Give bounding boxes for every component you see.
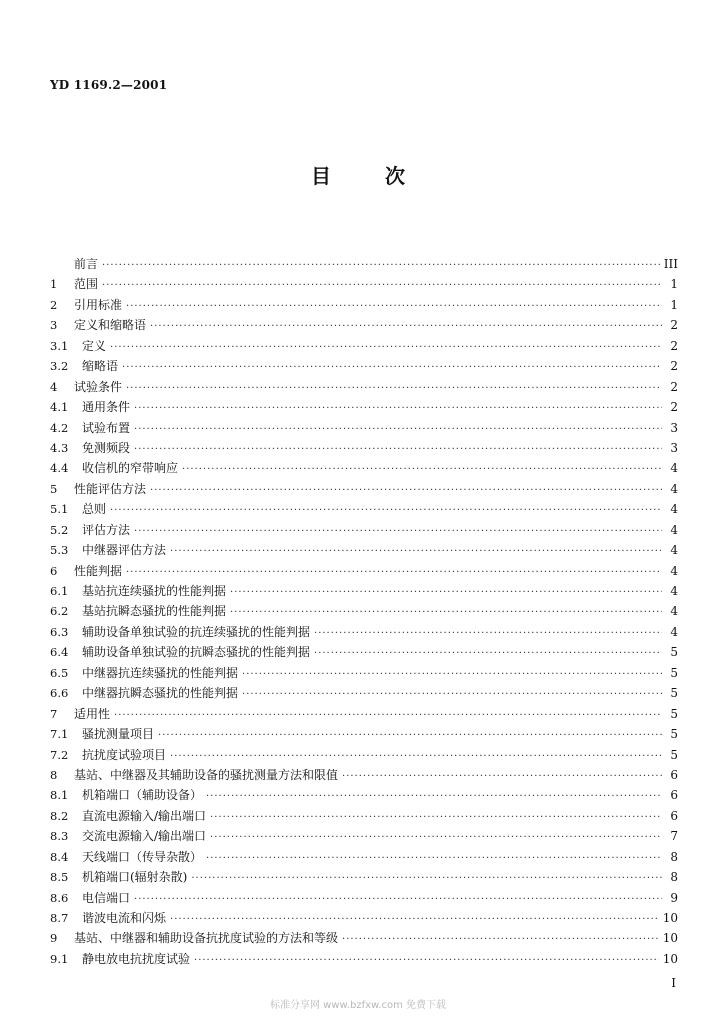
toc-entry-page: 4 [670,502,678,517]
toc-entry[interactable] [50,704,678,724]
toc-entry-number: 3.2 [50,359,69,374]
toc-entry-label: 基站抗瞬态骚扰的性能判据 [82,604,227,619]
toc-entry[interactable] [50,377,678,397]
toc-entry-page: 10 [662,931,678,946]
toc-entry-label: 天线端口（传导杂散） [82,849,203,864]
toc-entry-number: 6.2 [50,604,69,619]
toc-entry-label: 中继器抗连续骚扰的性能判据 [82,665,239,680]
toc-dot-leader [194,951,659,971]
toc-entry-page: III [663,257,678,271]
toc-entry-number: 6.4 [50,645,69,660]
toc-entry-label: 辅助设备单独试验的抗连续骚扰的性能判据 [82,624,311,639]
toc-entry-page: 4 [670,563,678,578]
toc-entry-page: 3 [670,420,678,435]
toc-entry-page: 1 [670,297,678,312]
toc-entry-page: 4 [670,543,678,558]
toc-entry-page: 4 [670,624,678,639]
toc-entry-number: 9.1 [50,951,69,966]
toc-entry-label: 性能评估方法 [74,481,147,496]
toc-entry[interactable] [50,908,678,928]
toc-entry-number: 8.3 [50,829,69,844]
toc-dot-leader [170,542,662,562]
toc-entry-number: 8.6 [50,890,69,905]
page-number: I [671,976,676,990]
toc-dot-leader [110,338,662,358]
toc-entry-label: 免测频段 [82,440,131,455]
toc-entry[interactable] [50,520,678,540]
toc-entry-number: 2 [50,297,58,312]
toc-dot-leader [342,767,662,787]
toc-dot-leader [122,358,662,378]
watermark: 标准分享网 www.bzfxw.com 免费下载 [270,1000,446,1011]
toc-entry-page: 5 [670,686,678,701]
toc-entry[interactable] [50,581,678,601]
toc-entry-label: 缩略语 [82,359,119,374]
toc-entry-number: 6 [50,563,58,578]
toc-entry-label: 谐波电流和闪烁 [82,911,167,925]
toc-dot-leader [206,787,662,807]
toc-entry-number: 4.2 [50,420,69,435]
toc-entry-label: 中继器抗瞬态骚扰的性能判据 [82,686,239,701]
toc-entry[interactable] [50,438,678,458]
toc-entry-number: 4.1 [50,400,69,415]
toc-entry-label: 通用条件 [82,400,131,415]
toc-dot-leader [242,685,662,705]
toc-title-left: 目 [311,164,331,188]
toc-entry-number: 7 [50,706,58,721]
toc-dot-leader [182,460,662,480]
toc-dot-leader [126,379,662,399]
toc-entry[interactable] [50,499,678,519]
toc-entry-label: 收信机的窄带响应 [82,461,179,476]
toc-entry-page: 5 [670,645,678,660]
toc-entry-label: 总则 [82,502,107,517]
toc-dot-leader [230,583,662,603]
toc-entry-number: 4 [50,379,58,394]
toc-entry-page: 5 [670,747,678,762]
toc-entry-label: 抗扰度试验项目 [82,747,167,762]
toc-entry-page: 6 [670,788,678,803]
toc-title [0,160,716,189]
toc-entry[interactable] [50,315,678,335]
toc-entry[interactable] [50,785,678,805]
toc-dot-leader [158,726,662,746]
toc-entry-number: 4.3 [50,440,69,455]
toc-entry-label: 引用标准 [74,297,123,312]
toc-entry-page: 4 [670,584,678,598]
toc-entry-label: 基站抗连续骚扰的性能判据 [82,584,227,598]
toc-entry-page: 2 [670,379,678,394]
toc-entry[interactable] [50,847,678,867]
toc-entry-number: 6.1 [50,584,69,598]
toc-entry[interactable] [50,826,678,846]
toc-entry[interactable] [50,540,678,560]
toc-entry-number: 8 [50,767,58,782]
toc-entry-number: 4.4 [50,461,69,476]
toc-entry-page: 6 [670,808,678,823]
toc-entry-label: 骚扰测量项目 [82,727,155,742]
toc-dot-leader [206,849,662,869]
toc-entry-page: 7 [670,829,678,844]
toc-dot-leader [210,828,662,848]
toc-entry-number: 5 [50,481,58,496]
toc-entry[interactable] [50,295,678,315]
toc-entry-number: 5.3 [50,543,69,558]
toc-entry-label: 定义和缩略语 [74,318,147,333]
toc-entry-page: 8 [670,870,678,885]
toc-entry[interactable] [50,336,678,356]
toc-entry-label: 适用性 [74,706,111,721]
toc-entry[interactable] [50,561,678,581]
toc-entry-page: 4 [670,481,678,496]
toc-entry[interactable] [50,601,678,621]
toc-entry[interactable] [50,274,678,294]
toc-entry-label: 试验条件 [74,379,123,394]
toc-entry[interactable] [50,458,678,478]
toc-entry[interactable] [50,479,678,499]
toc-entry-label: 交流电源输入/输出端口 [82,829,207,844]
toc-entry-number: 5.1 [50,502,69,517]
toc-entry-label: 基站、中继器及其辅助设备的骚扰测量方法和限值 [74,767,339,782]
toc-dot-leader [102,256,660,276]
toc-entry-label: 定义 [82,338,107,353]
toc-entry[interactable] [50,397,678,417]
toc-entry-label: 机箱端口(辐射杂散) [82,870,188,885]
toc-entry-label: 前言 [74,257,99,271]
toc-entry-number: 3 [50,318,58,333]
toc-entry[interactable] [50,356,678,376]
toc-entry-page: 10 [662,911,678,925]
toc-entry[interactable] [50,745,678,765]
toc-dot-leader [191,869,662,889]
toc-entry-number: 8.2 [50,808,69,823]
toc-entry-label: 辅助设备单独试验的抗瞬态骚扰的性能判据 [82,645,311,660]
toc-entry-page: 2 [670,400,678,415]
toc-entry-page: 8 [670,849,678,864]
toc-entry-number: 6.5 [50,665,69,680]
toc-entry[interactable] [50,888,678,908]
toc-entry-page: 1 [670,277,678,292]
toc-dot-leader [210,808,662,828]
toc-entry-page: 3 [670,440,678,455]
toc-dot-leader [150,317,662,337]
toc-entry-page: 2 [670,338,678,353]
toc-entry-number: 3.1 [50,338,69,353]
standard-number: YD 1169.2—2001 [50,78,168,92]
toc-entry-number: 8.7 [50,911,69,925]
toc-entry[interactable] [50,928,678,948]
toc-entry[interactable] [50,254,678,274]
toc-dot-leader [126,297,662,317]
toc-entry-number: 9 [50,931,58,946]
toc-entry-label: 直流电源输入/输出端口 [82,808,207,823]
toc-dot-leader [150,481,662,501]
toc-entry-number: 5.2 [50,522,69,537]
toc-entry[interactable] [50,724,678,744]
toc-entry[interactable] [50,806,678,826]
toc-entry-label: 范围 [74,277,99,292]
toc-entry-page: 4 [670,604,678,619]
toc-entry-page: 2 [670,318,678,333]
toc-entry-number: 8.4 [50,849,69,864]
toc-entry-number: 7.2 [50,747,69,762]
toc-entry-number: 8.5 [50,870,69,885]
toc-entry[interactable] [50,642,678,662]
toc-dot-leader [342,930,659,950]
toc-dot-leader [170,910,659,930]
toc-dot-leader [102,276,662,296]
toc-dot-leader [134,399,662,419]
toc-dot-leader [230,603,662,623]
toc-dot-leader [170,747,662,767]
toc-entry-number: 6.3 [50,624,69,639]
toc-dot-leader [134,890,662,910]
toc-dot-leader [134,420,662,440]
toc-dot-leader [134,522,662,542]
toc-title-right: 次 [385,164,405,188]
toc-entry[interactable] [50,683,678,703]
toc-list [50,254,678,969]
toc-entry-number: 1 [50,277,58,292]
toc-entry-number: 6.6 [50,686,69,701]
toc-entry-label: 试验布置 [82,420,131,435]
toc-entry[interactable] [50,418,678,438]
toc-entry-page: 5 [670,706,678,721]
toc-entry-page: 5 [670,665,678,680]
toc-dot-leader [314,644,662,664]
toc-dot-leader [242,665,662,685]
toc-entry-label: 基站、中继器和辅助设备抗扰度试验的方法和等级 [74,931,339,946]
toc-dot-leader [126,563,662,583]
toc-entry-label: 评估方法 [82,522,131,537]
toc-entry[interactable] [50,622,678,642]
toc-entry-page: 9 [670,890,678,905]
toc-dot-leader [114,706,662,726]
toc-entry-page: 2 [670,359,678,374]
toc-entry-label: 静电放电抗扰度试验 [82,951,191,966]
toc-entry[interactable] [50,867,678,887]
toc-entry-page: 4 [670,461,678,476]
toc-entry-label: 性能判据 [74,563,123,578]
toc-entry[interactable] [50,949,678,969]
toc-entry[interactable] [50,663,678,683]
toc-dot-leader [314,624,662,644]
toc-entry-page: 4 [670,522,678,537]
toc-entry-number: 7.1 [50,727,69,742]
toc-dot-leader [134,440,662,460]
toc-entry-label: 电信端口 [82,890,131,905]
toc-entry-number: 8.1 [50,788,69,803]
toc-entry-label: 机箱端口（辅助设备） [82,788,203,803]
toc-entry-label: 中继器评估方法 [82,543,167,558]
toc-entry-page: 10 [662,951,678,966]
toc-dot-leader [110,501,662,521]
toc-entry-page: 6 [670,767,678,782]
toc-entry-page: 5 [670,727,678,742]
toc-entry[interactable] [50,765,678,785]
